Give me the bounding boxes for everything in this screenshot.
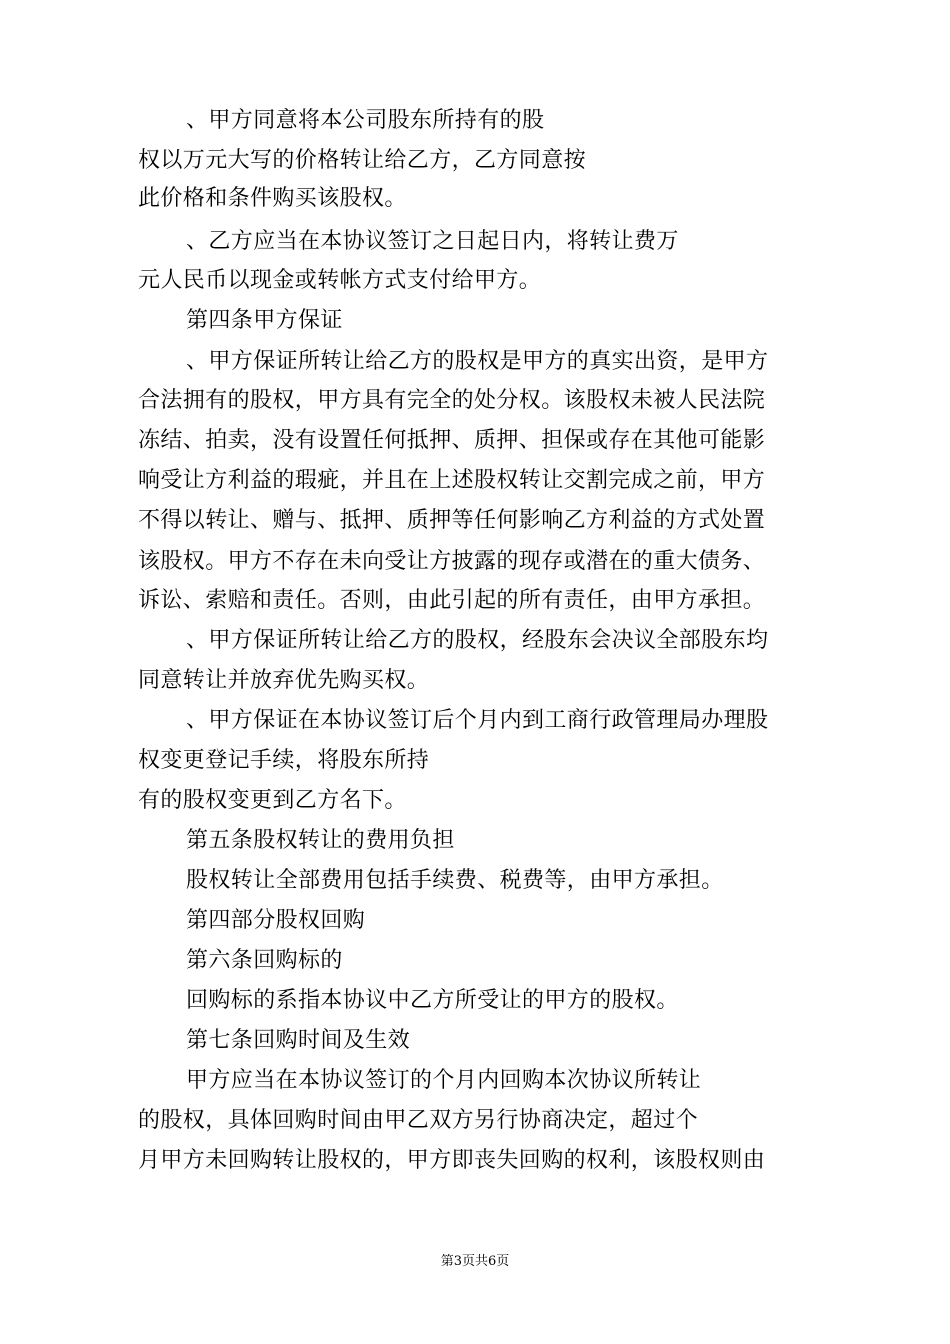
clause-4-1-line-7: 诉讼、索赔和责任。否则，由此引起的所有责任，由甲方承担。 xyxy=(138,588,766,613)
part-4-heading: 第四部分股权回购 xyxy=(186,908,366,933)
article-7-line-2: 的股权，具体回购时间由甲乙双方另行协商决定，超过个 xyxy=(138,1108,699,1133)
clause-3-2-line-2: 元人民币以现金或转帐方式支付给甲方。 xyxy=(138,268,542,293)
article-4-heading: 第四条甲方保证 xyxy=(186,308,343,333)
clause-4-1-line-6: 该股权。甲方不存在未向受让方披露的现存或潜在的重大债务、 xyxy=(138,549,766,574)
clause-4-1-line-5: 不得以转让、赠与、抵押、质押等任何影响乙方利益的方式处置 xyxy=(138,508,766,533)
clause-4-3-line-2: 权变更登记手续，将股东所持 xyxy=(138,748,430,773)
clause-4-3-line-3: 有的股权变更到乙方名下。 xyxy=(138,788,407,813)
article-7-line-1: 甲方应当在本协议签订的个月内回购本次协议所转让 xyxy=(186,1068,702,1093)
clause-4-2-line-2: 同意转让并放弃优先购买权。 xyxy=(138,668,430,693)
clause-3-1-line-1: 、甲方同意将本公司股东所持有的股 xyxy=(186,108,545,133)
clause-4-1-line-1: 、甲方保证所转让给乙方的股权是甲方的真实出资，是甲方 xyxy=(186,349,769,374)
article-5-heading: 第五条股权转让的费用负担 xyxy=(186,828,455,853)
clause-4-1-line-2: 合法拥有的股权，甲方具有完全的处分权。该股权未被人民法院 xyxy=(138,388,766,413)
clause-4-3-line-1: 、甲方保证在本协议签订后个月内到工商行政管理局办理股 xyxy=(186,708,769,733)
clause-4-1-line-4: 响受让方利益的瑕疵，并且在上述股权转让交割完成之前，甲方 xyxy=(138,468,766,493)
clause-4-2-line-1: 、甲方保证所转让给乙方的股权，经股东会决议全部股东均 xyxy=(186,628,769,653)
article-7-line-3: 月甲方未回购转让股权的，甲方即丧失回购的权利，该股权则由 xyxy=(138,1148,766,1173)
article-7-heading: 第七条回购时间及生效 xyxy=(186,1028,411,1053)
clause-4-1-line-3: 冻结、拍卖，没有设置任何抵押、质押、担保或存在其他可能影 xyxy=(138,428,766,453)
article-5-body: 股权转让全部费用包括手续费、税费等，由甲方承担。 xyxy=(186,868,724,893)
article-6-heading: 第六条回购标的 xyxy=(186,948,343,973)
page-number-footer: 第3页共6页 xyxy=(440,1254,510,1269)
article-6-body: 回购标的系指本协议中乙方所受让的甲方的股权。 xyxy=(186,988,679,1013)
clause-3-1-line-3: 此价格和条件购买该股权。 xyxy=(138,186,407,211)
clause-3-2-line-1: 、乙方应当在本协议签订之日起日内，将转让费万 xyxy=(186,229,679,254)
clause-3-1-line-2: 权以万元大写的价格转让给乙方，乙方同意按 xyxy=(138,148,587,173)
